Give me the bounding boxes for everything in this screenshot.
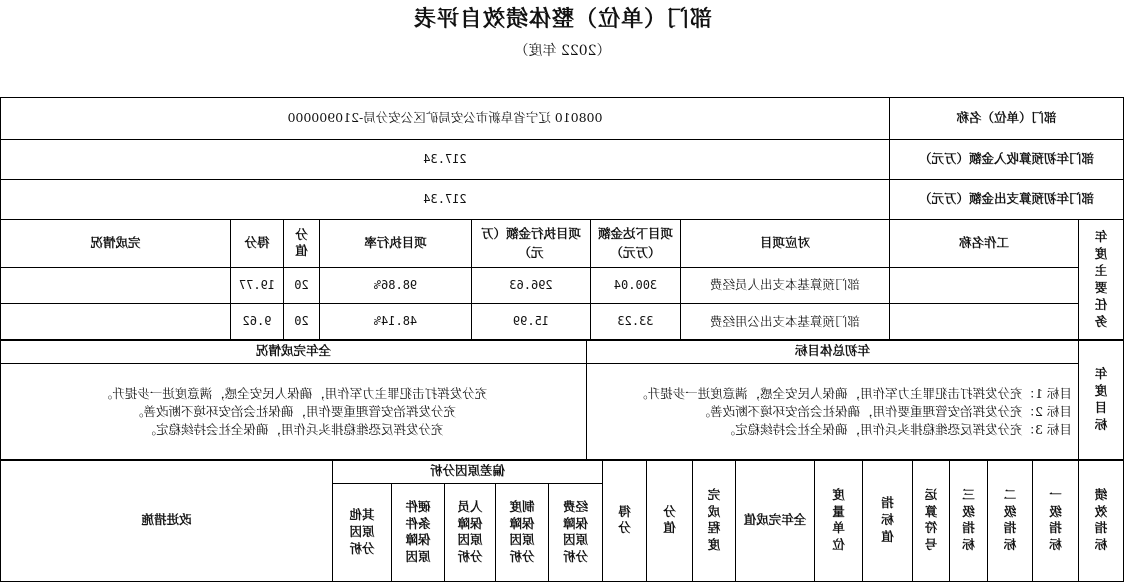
actual-header: 全年完成值 [736,460,815,582]
task-status [0,268,230,304]
improvement-header: 改进措施 [0,460,332,582]
initial-goals-cell [587,364,1079,461]
goals-content-row [1,364,1124,461]
header-weight: 分值 [283,220,319,268]
income-value: 217.34 [0,140,889,180]
weight-header: 分值 [647,460,693,582]
unit-label: 部门（单位）名称 [889,98,1123,140]
operator-header: 运算符号 [913,460,950,582]
annual-result-2: 充分发挥治安管理重要作用，确保社会治安环境不断改善。 [131,403,457,419]
task-project: 部门预算基本支出公用经费 [680,304,889,341]
goals-table [0,339,1124,461]
unit-value: 008010 辽宁省阜新市公安局矿区公安分局-210900000 [0,98,889,140]
task-allocated: 300.04 [590,268,680,304]
unit-header: 度量单位 [815,460,863,582]
annual-result-1: 充分发挥打击犯罪主力军作用，确保人民安全感，满意度进一步提升。 [99,385,488,401]
completion-header: 完成程度 [693,460,736,582]
goals-header-row [1,340,1124,364]
level3-header: 三级指标 [950,460,988,582]
header-rate: 项目执行率 [319,220,471,268]
income-label: 部门年初预算收入金额（万元） [889,140,1123,180]
header-project: 对应项目 [680,220,889,268]
task-executed: 15.99 [471,304,590,341]
task-status [0,304,230,341]
header-status: 完成情况 [0,220,230,268]
task-weight: 20 [283,268,319,304]
table-row [0,304,1123,341]
task-rate: 48.14% [319,304,471,341]
header-executed: 项目执行金额（万元） [471,220,590,268]
score-header: 得分 [603,460,647,582]
task-executed: 296.63 [471,268,590,304]
info-tasks-table [0,97,1124,341]
task-score: 9.62 [230,304,283,341]
page-title: 部门（单位）整体绩效自评表 [413,6,713,32]
deviation-personnel-header: 人员保障原因分析 [445,484,496,582]
target-header: 指标值 [863,460,913,582]
indicators-section-label: 绩效指标 [1079,460,1124,582]
expense-row [0,180,1123,220]
task-project: 部门预算基本支出人员经费 [680,268,889,304]
expense-label: 部门年初预算支出金额（万元） [889,180,1123,220]
task-work-name [889,268,1078,304]
header-score: 得分 [230,220,283,268]
deviation-other-header: 其他原因分析 [332,484,391,582]
tasks-header-row [0,220,1123,268]
deviation-hardware-header: 硬件条件保障原因 [392,484,445,582]
tasks-section-label: 年度主要任务 [1079,220,1124,341]
income-row [0,140,1123,180]
indicators-table [0,459,1124,582]
deviation-system-header: 制度保障原因分析 [496,484,549,582]
page-subtitle: （2022 年度） [514,43,611,59]
annual-results-header: 全年完成情况 [1,340,587,364]
level2-header: 二级指标 [988,460,1033,582]
task-weight: 20 [283,304,319,341]
initial-goal-2: 目标 2：充分发挥治安管理重要作用，确保社会治安环境不断改善。 [697,403,1072,419]
annual-result-3: 充分发挥反恐维稳排头兵作用，确保全社会持续稳定。 [143,422,444,438]
task-allocated: 33.23 [590,304,680,341]
deviation-header: 偏差原因分析 [332,460,602,484]
unit-row [0,98,1123,140]
indicators-header-row [0,460,1123,484]
expense-value: 217.34 [0,180,889,220]
initial-goal-1: 目标 1：充分发挥打击犯罪主力军作用，确保人民安全感，满意度进一步提升。 [635,385,1072,401]
deviation-funding-header: 经费保障原因分析 [549,484,603,582]
task-work-name [889,304,1078,341]
task-score: 19.77 [230,268,283,304]
header-work-name: 工作名称 [889,220,1078,268]
level1-header: 一级指标 [1033,460,1079,582]
header-allocated: 项目下达金额（万元） [590,220,680,268]
initial-goal-3: 目标 3：充分发挥反恐维稳排头兵作用，确保全社会持续稳定。 [722,422,1072,438]
annual-results-cell [1,364,587,461]
goals-section-label: 年度目标 [1079,340,1124,461]
initial-goals-header: 年初总体目标 [587,340,1079,364]
task-rate: 98.86% [319,268,471,304]
table-row [0,268,1123,304]
